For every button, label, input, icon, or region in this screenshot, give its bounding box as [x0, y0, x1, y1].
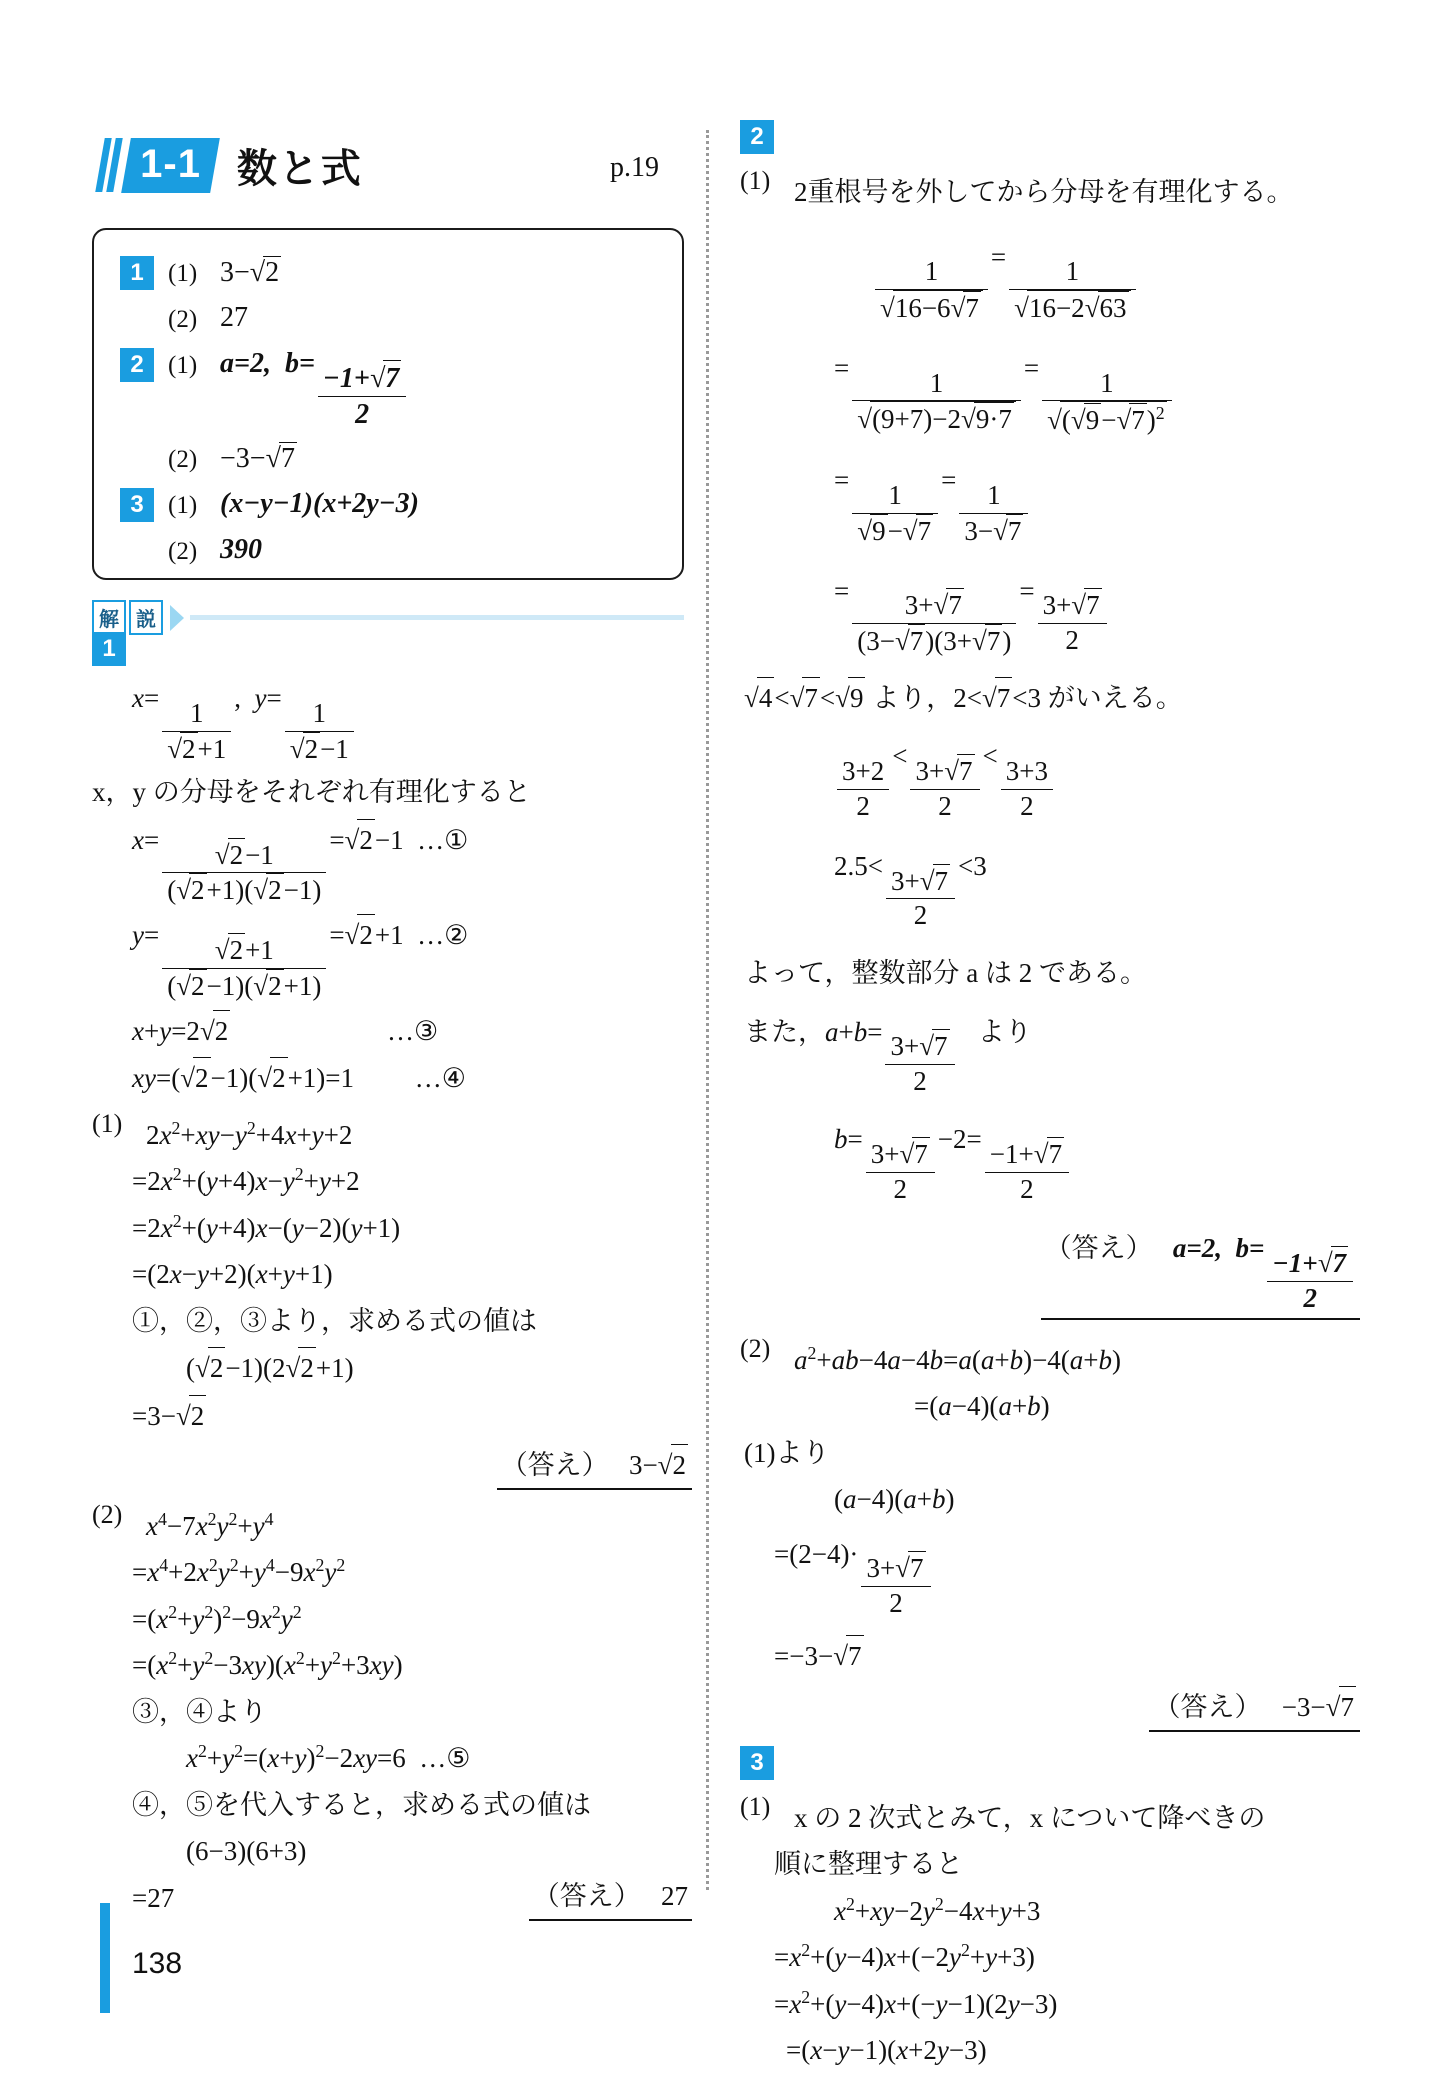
text-rationalize: x，y の分母をそれぞれ有理化すると [92, 777, 531, 808]
question-number-badge [120, 302, 154, 336]
right-q3 [740, 1792, 1360, 2077]
r-conclusion: よって，整数部分 a は 2 である。 [744, 958, 1147, 989]
q1-line-7: =3−√2 [132, 1395, 692, 1437]
sub-label: (2) [168, 538, 198, 566]
r-step-4: = $\frac{3+√7}{(3-√7)(3+√7)}$ = $\frac{3+√7}{2}$ [794, 571, 1360, 659]
q2-line-1: $x^4-7x^2y^2+y^4$ [146, 1508, 274, 1541]
q2-line-8: (6−3)(6+3) [186, 1836, 307, 1867]
r-q3-line-1: $x^2+xy-2y^2-4x+y+3$ [834, 1893, 1041, 1926]
r-q1-answer: （答え） a=2, b= $\frac{-1+√7}{2}$ [1041, 1228, 1360, 1319]
column-divider [706, 130, 709, 1890]
equation-1: x= $\frac{√2-1}{(√2+1)(√2-1)}$ =√2−1 …① [92, 819, 692, 908]
r-q2-answer-row [794, 1686, 1360, 1732]
q1-line-1: $2x^2+xy-y^2+4x+y+2$ [146, 1117, 353, 1150]
r-q3-line-4: =(x−y−1)(x+2y−3) [786, 2035, 987, 2066]
right-q1 [740, 166, 1360, 1320]
chapter-badge [100, 134, 215, 196]
question-label: (1) [740, 166, 771, 195]
r-step-3: = $\frac{1}{√9-√7}$ = $\frac{1}{3-√7}$ [794, 460, 1360, 548]
q1-line-4: =(2x−y+2)(x+y+1) [132, 1259, 333, 1290]
question-label: (1) [92, 1108, 123, 1138]
q2-line-6: $x^2+y^2=(x+y)^2-2xy=6$ …⑤ [186, 1741, 471, 1774]
question-number-badge: 1 [120, 256, 154, 290]
question-label: (1) [740, 1791, 771, 1821]
r-inequality-intro: √4<√7<√9 より，2<√7<3 がいえる。 [744, 677, 1360, 719]
chapter-number: 1-1 [121, 138, 220, 193]
sub-label: (2) [168, 446, 198, 474]
q1-answer: （答え） 3−√2 [497, 1444, 692, 1490]
q1-line-5: ①，②，③より，求める式の値は [132, 1305, 537, 1336]
r-q3-line-3: $=x^2+(y-4)x+(-y-1)(2y-3)$ [774, 1986, 1058, 2019]
r-q2-answer: （答え） −3−√7 [1149, 1686, 1360, 1732]
equation-x-y: x= $\frac{1}{√2+1}$ , y= $\frac{1}{√2-1}$ [92, 678, 692, 766]
r-q2-line-4: (a−4)(a+b) [834, 1484, 955, 1515]
q2-line-7: ④，⑤を代入すると，求める式の値は [132, 1789, 591, 1820]
answer-row [120, 484, 656, 524]
answer-value: 390 [220, 534, 262, 566]
r-q3-line-2: $=x^2+(y-4)x+(-2y^2+y+3)$ [774, 1940, 1035, 1973]
explanation-header [92, 600, 684, 635]
equation-4: xy=(√2−1)(√2+1)=1 …④ [92, 1057, 692, 1099]
chapter-bars-icon [100, 138, 118, 192]
r-q2-line-2: =(a−4)(a+b) [914, 1391, 1050, 1422]
q1-answer-row [146, 1444, 692, 1490]
answer-row [120, 252, 656, 292]
r-q1-answer-row [794, 1228, 1360, 1319]
r-b-equation: b= $\frac{3+√7}{2}$ −2= $\frac{-1+√7}{2}$ [794, 1119, 1360, 1206]
answer-value: (x−y−1)(x+2y−3) [220, 488, 420, 520]
q1-line-6: (√2−1)(2√2+1) [146, 1347, 692, 1389]
page-number: 138 [132, 1947, 183, 1980]
answer-value: a=2, b= $\frac{-1+√7}{2}$ [220, 344, 409, 432]
q2-line-3: $=(x^2+y^2)^2-9x^2y^2$ [132, 1601, 302, 1634]
sub-label: (2) [168, 306, 198, 333]
page-title: 数と式 [236, 146, 363, 191]
answer-value: 3−√2 [220, 257, 280, 288]
question-label: (2) [740, 1333, 771, 1363]
answer-summary-box [92, 228, 684, 580]
r-q3-intro-1: x の 2 次式とみて，x について降べきの [794, 1802, 1266, 1833]
page-reference: p.19 [610, 152, 659, 183]
r-q3-intro-2: 順に整理すると [774, 1849, 963, 1880]
section-badge-1: 1 [92, 632, 126, 666]
divider-line [190, 615, 684, 620]
equation-3: x+y=2√2 …③ [92, 1010, 692, 1052]
question-number-badge [120, 534, 154, 568]
left-setup [92, 678, 692, 1099]
r-step-2: = $\frac{1}{√(9+7)-2√9\cdot 7}$ = $\frac{1}{√(√9-√7)^2}$ [794, 348, 1360, 438]
r-q2-line-6: =−3−√7 [774, 1635, 1360, 1677]
r-inequality-1: $\frac{3+2}{2}$ < $\frac{3+√7}{2}$ < $\frac{3+3}{2}$ [794, 736, 1360, 823]
r-inequality-2: 2.5< $\frac{3+√7}{2}$ <3 [834, 850, 987, 931]
page-edge-tab [100, 1903, 110, 2013]
answer-row [120, 344, 656, 432]
q1-line-2: $=2x^2+(y+4)x-y^2+y+2$ [132, 1164, 360, 1197]
right-q2 [740, 1334, 1360, 1732]
sub-label: (1) [168, 352, 198, 379]
answer-row [120, 298, 656, 338]
r-q2-line-1: $a^2+ab-4a-4b=a(a+b)-4(a+b)$ [794, 1342, 1122, 1375]
q2-line-5: ③，④より [132, 1696, 267, 1727]
q2-line-2: $=x^4+2x^2y^2+y^4-9x^2y^2$ [132, 1555, 346, 1588]
q2-answer: （答え） 27 [529, 1876, 692, 1921]
q1-intro: 2重根号を外してから分母を有理化する。 [794, 177, 1294, 207]
explanation-label-2: 説 [129, 600, 163, 635]
r-q2-line-3: (1)より [744, 1437, 830, 1468]
question-number-badge: 3 [120, 488, 154, 522]
section-badge-2: 2 [740, 120, 774, 154]
answer-row [120, 530, 656, 570]
right-column [740, 120, 1360, 2077]
left-q2 [92, 1500, 692, 1925]
answer-value: −3−√7 [220, 443, 295, 475]
left-q1 [92, 1109, 692, 1490]
sub-label: (1) [168, 492, 198, 520]
left-column [92, 632, 692, 1921]
question-number-badge [120, 442, 154, 476]
q2-line-9: =27 [132, 1882, 175, 1913]
r-step-1: $\frac{1}{√16-6√7}$ = $\frac{1}{√16-2√63}$ [794, 237, 1360, 326]
question-label: (2) [92, 1499, 123, 1529]
q1-line-3: $=2x^2+(y+4)x-(y-2)(y+1)$ [132, 1210, 401, 1243]
triangle-icon [170, 605, 184, 631]
question-number-badge: 2 [120, 348, 154, 382]
r-also: また，a+b= $\frac{3+√7}{2}$ より [744, 1016, 1032, 1097]
section-badge-3: 3 [740, 1746, 774, 1780]
sub-label: (1) [168, 260, 198, 287]
equation-2: y= $\frac{√2+1}{(√2-1)(√2+1)}$ =√2+1 …② [92, 914, 692, 1003]
r-q2-line-5: =(2−4)· $\frac{3+√7}{2}$ [774, 1534, 1360, 1621]
answer-row [120, 438, 656, 478]
q2-line-4: $=(x^2+y^2-3xy)(x^2+y^2+3xy)$ [132, 1648, 403, 1681]
explanation-label-1: 解 [92, 600, 126, 635]
answer-value: 27 [220, 302, 248, 333]
